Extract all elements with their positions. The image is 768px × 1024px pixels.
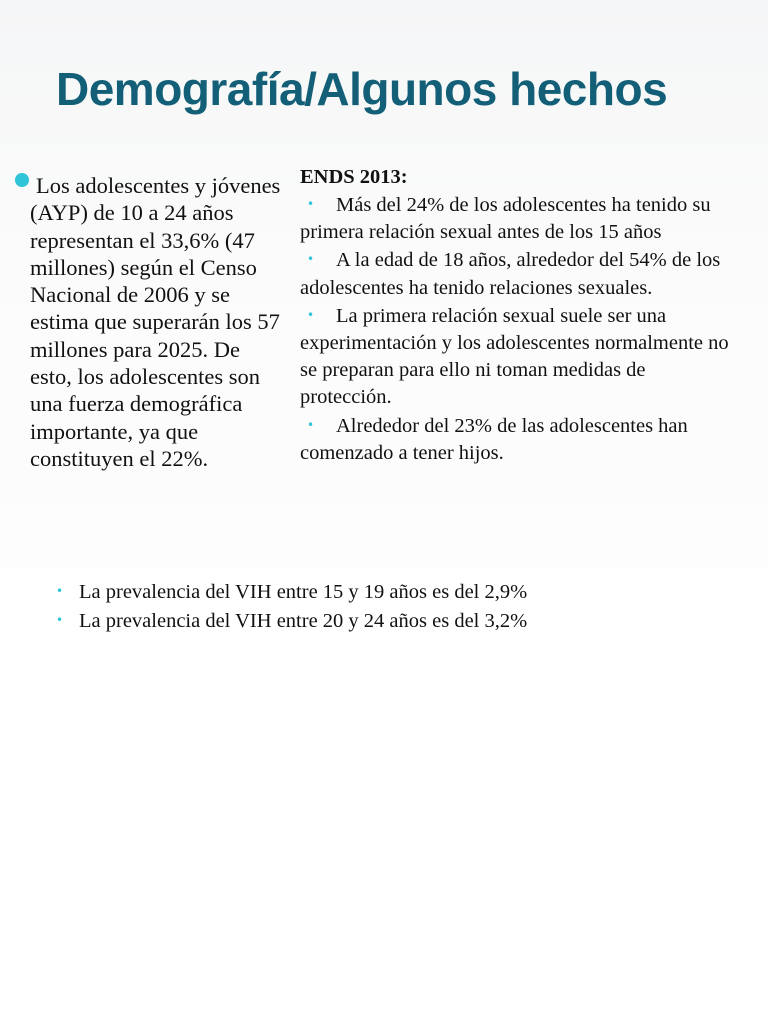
ends-heading: ENDS 2013: [300, 166, 408, 188]
ends-item-text: Más del 24% de los adolescentes ha tenido su primera relación sexual antes de los 15 años [300, 194, 711, 244]
ends-item [300, 246, 740, 301]
hiv-prevalence-list [56, 577, 527, 635]
left-column [14, 172, 284, 472]
ends-item-text: La primera relación sexual suele ser una experimentación y los adolescentes normalmente no se preparan para ello ni toman medidas de protección. [300, 304, 729, 409]
list-item-text: La prevalencia del VIH entre 20 y 24 años es del 3,2% [79, 610, 528, 632]
left-paragraph-rest: jóvenes (AYP) de 10 a 24 años representan el 33,6% (47 millones) según el Censo Nacional de 2006 y se estima que superarán los 57 millones para 2025. De esto, los adolescentes son una fuerza demográfica importante, ya que constituyen el 22%. [30, 173, 281, 471]
bullet-dot-icon: • [307, 252, 315, 267]
bullet-dot-icon: • [307, 197, 315, 211]
left-paragraph-lead: Los adolescentes y [36, 173, 206, 198]
list-item [56, 577, 527, 606]
ends-item [300, 302, 740, 412]
bullet-dot-icon: • [307, 307, 315, 322]
left-paragraph [30, 172, 284, 472]
bullet-dot-icon: • [307, 417, 315, 432]
ends-item [300, 191, 740, 246]
ends-item-text: Alrededor del 23% de las adolescentes han comenzado a tener hijos. [300, 414, 688, 464]
list-item [56, 606, 527, 635]
ends-column [300, 164, 740, 467]
bullet-dot-icon: • [56, 584, 64, 598]
bullet-dot-icon [15, 173, 29, 187]
slide-title: Demografía/Algunos hechos [56, 63, 668, 115]
ends-item [300, 412, 740, 467]
bullet-dot-icon: • [56, 613, 64, 627]
list-item-text: La prevalencia del VIH entre 15 y 19 años es del 2,9% [79, 581, 528, 603]
ends-item-text: A la edad de 18 años, alrededor del 54% de los adolescentes ha tenido relaciones sexuales. [300, 249, 721, 299]
